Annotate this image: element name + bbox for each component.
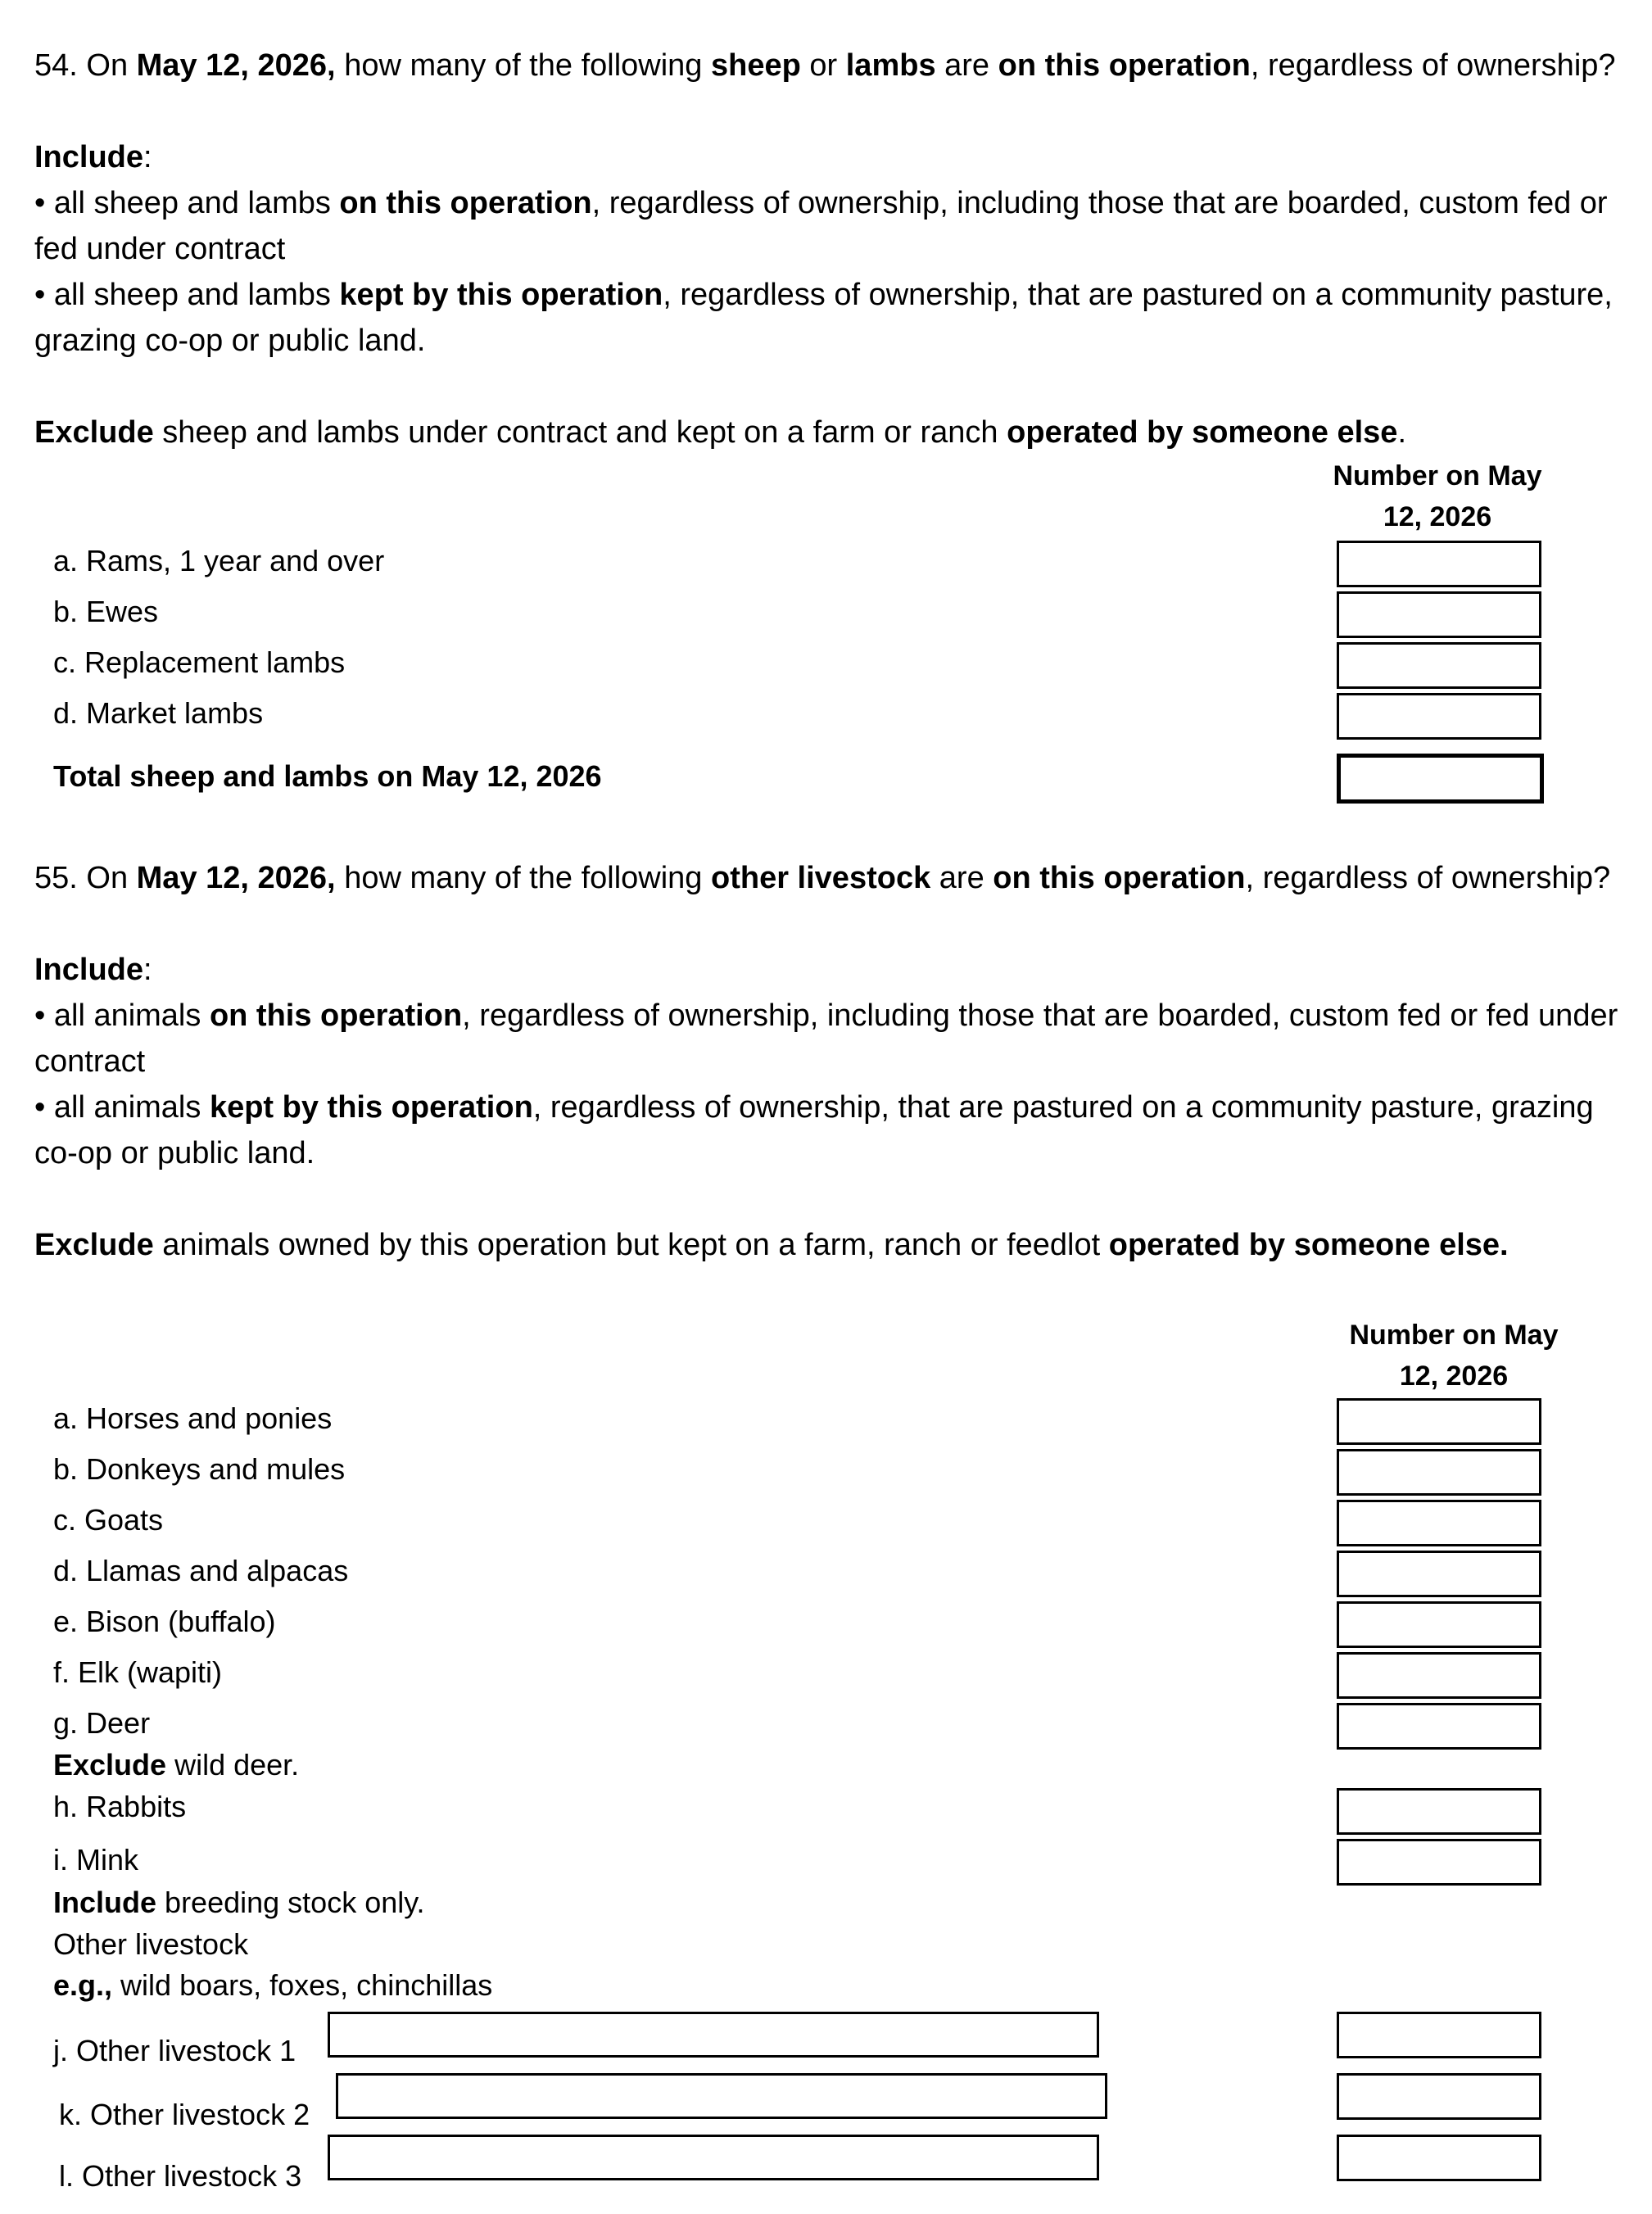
q55-row-label-horses: a. Horses and ponies xyxy=(53,1401,333,1435)
q55-row-label-other-2: k. Other livestock 2 xyxy=(59,2098,310,2131)
q55-other-examples-bold: e.g., xyxy=(53,1968,113,2002)
q55-deer-input[interactable] xyxy=(1337,1703,1541,1750)
q54-include-label: Include xyxy=(34,140,144,174)
q55-row-label-other-1: j. Other livestock 1 xyxy=(53,2034,296,2067)
q55-other-3-count-input[interactable] xyxy=(1337,2135,1541,2181)
q55-other-examples-rest: wild boars, foxes, chinchillas xyxy=(120,1968,493,2002)
q55-other-2-name-input[interactable] xyxy=(336,2073,1107,2119)
q54-bullet-2-pre: • all sheep and lambs xyxy=(34,278,331,312)
q54-sheep: sheep xyxy=(711,48,801,83)
q55-deer-note-rest: wild deer. xyxy=(174,1748,300,1782)
q54-ewes-input[interactable] xyxy=(1337,591,1541,638)
q55-llamas-input[interactable] xyxy=(1337,1551,1541,1597)
q54-bullet-2-post: , regardless of ownership, that are pastured on a community pasture, grazing co-op or public land. xyxy=(34,278,1613,358)
q55-date: May 12, 2026, xyxy=(136,861,336,895)
q54-rams-input[interactable] xyxy=(1337,541,1541,587)
q54-column-header xyxy=(1302,455,1573,537)
q54-or: or xyxy=(809,48,838,83)
q54-bullet-1-bold: on this operation xyxy=(339,186,592,220)
q55-bullet-1-pre: • all animals xyxy=(34,998,201,1033)
q55-bullet-2-pre: • all animals xyxy=(34,1090,201,1125)
q55-exclude-bold: operated by someone else. xyxy=(1108,1228,1509,1262)
q54-bullet-2-bold: kept by this operation xyxy=(339,278,663,312)
q55-row-label-rabbits: h. Rabbits xyxy=(53,1790,187,1823)
q55-column-header-line-1: Number on May xyxy=(1349,1320,1559,1351)
q55-column-header-line-2: 12, 2026 xyxy=(1399,1361,1509,1392)
q55-column-header xyxy=(1319,1315,1589,1397)
q55-bullet-2 xyxy=(34,1084,1640,1176)
q54-exclude-label: Exclude xyxy=(34,415,154,450)
q54-column-header-line-1: Number on May xyxy=(1333,460,1542,491)
q55-exclude-label: Exclude xyxy=(34,1228,154,1262)
q55-goats-input[interactable] xyxy=(1337,1500,1541,1546)
q55-bullet-1-bold: on this operation xyxy=(209,998,463,1033)
q54-text-2: , regardless of ownership? xyxy=(1250,48,1616,83)
q55-other-livestock: other livestock xyxy=(711,861,931,895)
q55-other-2-count-input[interactable] xyxy=(1337,2073,1541,2120)
q54-market-lambs-input[interactable] xyxy=(1337,693,1541,740)
q55-exclude xyxy=(34,1222,1640,1268)
q54-number: 54. xyxy=(34,48,78,83)
q55-elk-input[interactable] xyxy=(1337,1652,1541,1699)
q54-exclude-text: sheep and lambs under contract and kept on a farm or ranch xyxy=(162,415,998,450)
q55-other-1-name-input[interactable] xyxy=(328,2012,1099,2058)
q55-bullet-1 xyxy=(34,993,1640,1084)
q55-mink-note-bold: Include xyxy=(53,1886,157,1919)
q55-include-label: Include xyxy=(34,953,144,987)
q55-mink-input[interactable] xyxy=(1337,1839,1541,1886)
q55-row-label-elk: f. Elk (wapiti) xyxy=(53,1655,223,1689)
q55-other-livestock-heading: Other livestock xyxy=(53,1927,249,1961)
q55-text-2: , regardless of ownership? xyxy=(1245,861,1611,895)
q54-column-header-line-2: 12, 2026 xyxy=(1383,501,1492,532)
q55-bullet-2-bold: kept by this operation xyxy=(209,1090,533,1125)
q54-bullet-1-pre: • all sheep and lambs xyxy=(34,186,331,220)
q55-row-label-mink: i. Mink xyxy=(53,1843,139,1877)
q55-mink-note-rest: breeding stock only. xyxy=(165,1886,425,1919)
q54-exclude xyxy=(34,410,1640,455)
q55-donkeys-input[interactable] xyxy=(1337,1449,1541,1496)
q54-include-colon: : xyxy=(143,140,152,174)
q55-row-label-llamas: d. Llamas and alpacas xyxy=(53,1554,349,1587)
q55-mink-note xyxy=(53,1886,425,1919)
q54-row-label-rams: a. Rams, 1 year and over xyxy=(53,544,385,577)
q55-text-1: how many of the following xyxy=(344,861,703,895)
q55-row-label-goats: c. Goats xyxy=(53,1503,164,1537)
q54-on-operation: on this operation xyxy=(998,48,1251,83)
q54-text-1: how many of the following xyxy=(344,48,703,83)
q55-other-1-count-input[interactable] xyxy=(1337,2012,1541,2058)
q55-row-label-other-3: l. Other livestock 3 xyxy=(59,2159,302,2193)
q55-on: On xyxy=(86,861,129,895)
q54-replacement-lambs-input[interactable] xyxy=(1337,642,1541,689)
q54-bullet-1 xyxy=(34,180,1640,272)
q54-bullet-1-post: , regardless of ownership, including those that are boarded, custom fed or fed under contract xyxy=(34,186,1608,266)
q55-question xyxy=(34,855,1640,901)
q55-row-label-donkeys: b. Donkeys and mules xyxy=(53,1452,346,1486)
q54-row-label-ewes: b. Ewes xyxy=(53,595,159,628)
q54-date: May 12, 2026, xyxy=(136,48,336,83)
q54-are: are xyxy=(944,48,990,83)
q55-exclude-text: animals owned by this operation but kept on a farm, ranch or feedlot xyxy=(162,1228,1101,1262)
q55-bullet-1-post: , regardless of ownership, including those that are boarded, custom fed or fed under contract xyxy=(34,998,1618,1079)
q55-row-label-bison: e. Bison (buffalo) xyxy=(53,1605,276,1638)
q54-on: On xyxy=(86,48,129,83)
q55-bullet-2-post: , regardless of ownership, that are pastured on a community pasture, grazing co-op or public land. xyxy=(34,1090,1594,1170)
q55-horses-input[interactable] xyxy=(1337,1398,1541,1445)
q54-bullet-2 xyxy=(34,272,1640,364)
q55-bison-input[interactable] xyxy=(1337,1601,1541,1648)
q54-total-input[interactable] xyxy=(1337,754,1544,804)
q55-include-colon: : xyxy=(143,953,152,987)
q54-exclude-end: . xyxy=(1397,415,1406,450)
q54-row-label-replacement-lambs: c. Replacement lambs xyxy=(53,645,346,679)
q55-row-label-deer: g. Deer xyxy=(53,1706,151,1740)
q55-rabbits-input[interactable] xyxy=(1337,1788,1541,1835)
q55-on-operation: on this operation xyxy=(993,861,1246,895)
q55-deer-note-bold: Exclude xyxy=(53,1748,167,1782)
q54-exclude-bold: operated by someone else xyxy=(1007,415,1398,450)
q54-question xyxy=(34,43,1640,88)
q55-other-3-name-input[interactable] xyxy=(328,2135,1099,2180)
q55-deer-note xyxy=(53,1749,299,1782)
q54-row-label-market-lambs: d. Market lambs xyxy=(53,696,264,730)
q54-lambs: lambs xyxy=(845,48,936,83)
q55-are: are xyxy=(939,861,984,895)
q55-include-heading xyxy=(34,947,1640,993)
q55-other-examples xyxy=(53,1969,492,2002)
q54-include-heading xyxy=(34,134,1640,180)
q55-number: 55. xyxy=(34,861,78,895)
q54-total-label: Total sheep and lambs on May 12, 2026 xyxy=(53,759,602,793)
